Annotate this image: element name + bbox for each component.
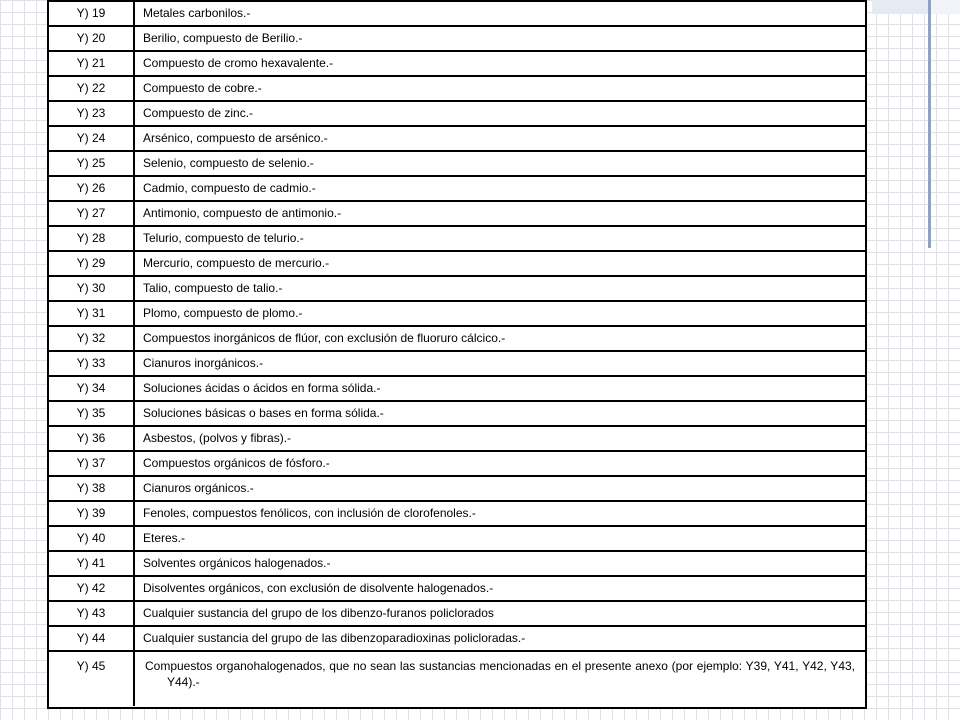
table-row [49, 301, 865, 326]
table-row [49, 476, 865, 501]
table-row [49, 251, 865, 276]
row-description: Plomo, compuesto de plomo.- [134, 301, 865, 326]
table-row [49, 26, 865, 51]
table-row [49, 351, 865, 376]
row-description: Telurio, compuesto de telurio.- [134, 226, 865, 251]
row-description: Soluciones ácidas o ácidos en forma sólida.- [134, 376, 865, 401]
table-row [49, 426, 865, 451]
row-description: Fenoles, compuestos fenólicos, con inclusión de clorofenoles.- [134, 501, 865, 526]
table-row [49, 126, 865, 151]
table-row [49, 76, 865, 101]
row-description: Antimonio, compuesto de antimonio.- [134, 201, 865, 226]
row-description: Cualquier sustancia del grupo de los dibenzo-furanos policlorados [134, 601, 865, 626]
row-description: Cianuros orgánicos.- [134, 476, 865, 501]
row-code: Y) 33 [49, 351, 134, 376]
slide-accent-bar [928, 0, 931, 248]
table-row [49, 451, 865, 476]
row-description: Compuestos inorgánicos de flúor, con exclusión de fluoruro cálcico.- [134, 326, 865, 351]
row-code: Y) 30 [49, 276, 134, 301]
row-description: Cianuros inorgánicos.- [134, 351, 865, 376]
row-description: Compuesto de zinc.- [134, 101, 865, 126]
row-code: Y) 19 [49, 2, 134, 26]
row-code: Y) 28 [49, 226, 134, 251]
row-code: Y) 42 [49, 576, 134, 601]
row-code: Y) 37 [49, 451, 134, 476]
table-row [49, 601, 865, 626]
row-code: Y) 20 [49, 26, 134, 51]
table-row [49, 201, 865, 226]
row-code: Y) 45 [49, 651, 134, 706]
row-code: Y) 24 [49, 126, 134, 151]
table-row [49, 151, 865, 176]
table-row [49, 276, 865, 301]
row-description: Metales carbonilos.- [134, 2, 865, 26]
row-code: Y) 27 [49, 201, 134, 226]
table-row [49, 326, 865, 351]
table-row [49, 176, 865, 201]
row-description: Compuestos orgánicos de fósforo.- [134, 451, 865, 476]
row-code: Y) 41 [49, 551, 134, 576]
row-description: Asbestos, (polvos y fibras).- [134, 426, 865, 451]
row-description: Berilio, compuesto de Berilio.- [134, 26, 865, 51]
row-code: Y) 29 [49, 251, 134, 276]
table-row [49, 401, 865, 426]
row-code: Y) 40 [49, 526, 134, 551]
row-description: Disolventes orgánicos, con exclusión de disolvente halogenados.- [134, 576, 865, 601]
table-row [49, 626, 865, 651]
row-description: Compuesto de cobre.- [134, 76, 865, 101]
table-row [49, 551, 865, 576]
row-description: Cualquier sustancia del grupo de las dibenzoparadioxinas policloradas.- [134, 626, 865, 651]
table-row [49, 526, 865, 551]
row-description: Selenio, compuesto de selenio.- [134, 151, 865, 176]
row-description: Mercurio, compuesto de mercurio.- [134, 251, 865, 276]
row-code: Y) 31 [49, 301, 134, 326]
row-description: Cadmio, compuesto de cadmio.- [134, 176, 865, 201]
substance-table [47, 0, 867, 709]
table-row [49, 2, 865, 26]
row-description: Solventes orgánicos halogenados.- [134, 551, 865, 576]
row-description: Eteres.- [134, 526, 865, 551]
row-code: Y) 39 [49, 501, 134, 526]
row-code: Y) 43 [49, 601, 134, 626]
table-row [49, 226, 865, 251]
table-row [49, 651, 865, 706]
row-code: Y) 35 [49, 401, 134, 426]
row-code: Y) 32 [49, 326, 134, 351]
row-code: Y) 25 [49, 151, 134, 176]
row-description: Talio, compuesto de talio.- [134, 276, 865, 301]
row-code: Y) 34 [49, 376, 134, 401]
row-code: Y) 23 [49, 101, 134, 126]
row-code: Y) 26 [49, 176, 134, 201]
row-code: Y) 22 [49, 76, 134, 101]
row-description: Arsénico, compuesto de arsénico.- [134, 126, 865, 151]
row-description: Compuestos organohalogenados, que no sean las sustancias mencionadas en el presente anexo (por ejemplo: Y39, Y41, Y42, Y43, Y44).- [145, 659, 855, 689]
row-description: Compuesto de cromo hexavalente.- [134, 51, 865, 76]
row-description: Soluciones básicas o bases en forma sólida.- [134, 401, 865, 426]
row-code: Y) 38 [49, 476, 134, 501]
table-row [49, 576, 865, 601]
row-code: Y) 44 [49, 626, 134, 651]
slide-corner-decoration [872, 0, 928, 14]
slide-corner-decoration-light [930, 0, 960, 14]
table-row [49, 101, 865, 126]
table-row [49, 501, 865, 526]
row-code: Y) 21 [49, 51, 134, 76]
row-code: Y) 36 [49, 426, 134, 451]
table-row [49, 51, 865, 76]
table-row [49, 376, 865, 401]
